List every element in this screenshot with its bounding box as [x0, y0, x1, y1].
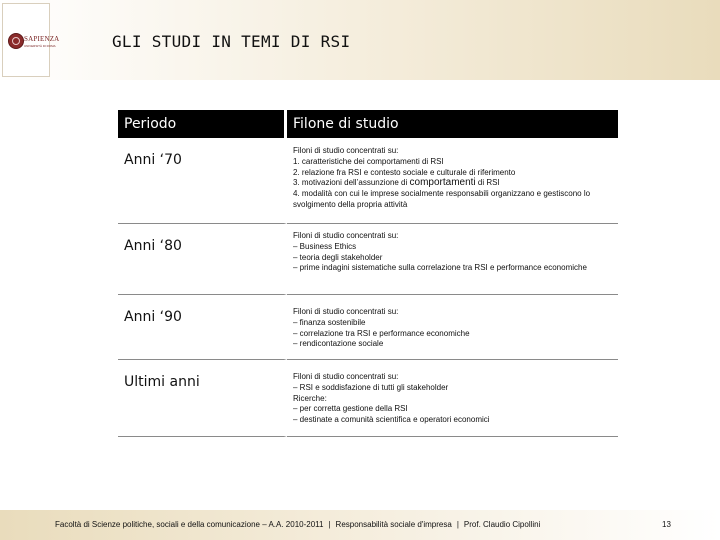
column-header-period: Periodo: [118, 110, 287, 138]
footer-professor: Prof. Claudio Cipollini: [463, 520, 541, 529]
period-cell: Anni ‘90: [118, 295, 287, 360]
topic-line: 4. modalità con cui le imprese socialmente responsabili organizzano e gestiscono lo svolgimento della propria attività: [293, 189, 591, 209]
topics-cell: [287, 224, 618, 295]
university-logo: [2, 3, 60, 77]
topic-line: Filoni di studio concentrati su:: [293, 231, 399, 240]
topics-cell: [287, 138, 618, 224]
topic-line-emphasis: comportamenti: [409, 177, 476, 189]
page-number: 13: [662, 520, 671, 529]
footer-text: [55, 520, 540, 529]
column-header-topics: Filone di studio: [287, 110, 618, 138]
logo-subtitle: UNIVERSITÀ DI ROMA: [24, 44, 56, 48]
seal-icon: [8, 33, 24, 49]
topic-line: Filoni di studio concentrati su:: [293, 307, 399, 316]
table-row: [118, 224, 618, 295]
table-row: [118, 360, 618, 437]
topic-line: – RSI e soddisfazione di tutti gli stakeholder: [293, 382, 449, 392]
topics-cell: [287, 295, 618, 360]
topics-cell: [287, 360, 618, 437]
topic-line: – per corretta gestione della RSI: [293, 404, 408, 414]
topic-line: 1. caratteristiche dei comportamenti di RSI: [293, 156, 444, 166]
slide-header: [0, 0, 720, 80]
studies-table: [118, 110, 618, 437]
topic-line-suffix: di RSI: [475, 178, 500, 188]
logo-name: SAPIENZA: [24, 35, 60, 43]
table-row: [118, 138, 618, 224]
topic-line-prefix: 3. motivazioni dell’assunzione di: [293, 178, 410, 188]
topic-line: Filoni di studio concentrati su:: [293, 146, 399, 155]
footer-course: Responsabilità sociale d'impresa: [335, 520, 452, 529]
period-cell: Anni ‘70: [118, 138, 287, 224]
footer-faculty: Facoltà di Scienze politiche, sociali e della comunicazione – A.A. 2010-2011: [55, 520, 324, 529]
topic-line: – Business Ethics: [293, 241, 357, 251]
page-title: GLI STUDI IN TEMI DI RSI: [112, 32, 351, 51]
topic-line: – finanza sostenibile: [293, 317, 366, 327]
topic-line: – destinate a comunità scientifica e operatori economici: [293, 415, 490, 425]
topic-line: Ricerche:: [293, 393, 327, 403]
period-cell: Anni ‘80: [118, 224, 287, 295]
topic-line: – rendicontazione sociale: [293, 339, 384, 349]
table-header-row: [118, 110, 618, 138]
footer-separator: |: [328, 520, 331, 529]
topic-line: – teoria degli stakeholder: [293, 252, 383, 262]
topic-line: – correlazione tra RSI e performance economiche: [293, 328, 470, 338]
slide-footer: [0, 510, 720, 540]
footer-separator: |: [456, 520, 459, 529]
topic-line: [293, 178, 618, 189]
period-cell: Ultimi anni: [118, 360, 287, 437]
topic-line: 2. relazione fra RSI e contesto sociale e culturale di riferimento: [293, 167, 516, 177]
table-row: [118, 295, 618, 360]
topic-line: – prime indagini sistematiche sulla correlazione tra RSI e performance economiche: [293, 263, 587, 273]
topic-line: Filoni di studio concentrati su:: [293, 372, 399, 381]
